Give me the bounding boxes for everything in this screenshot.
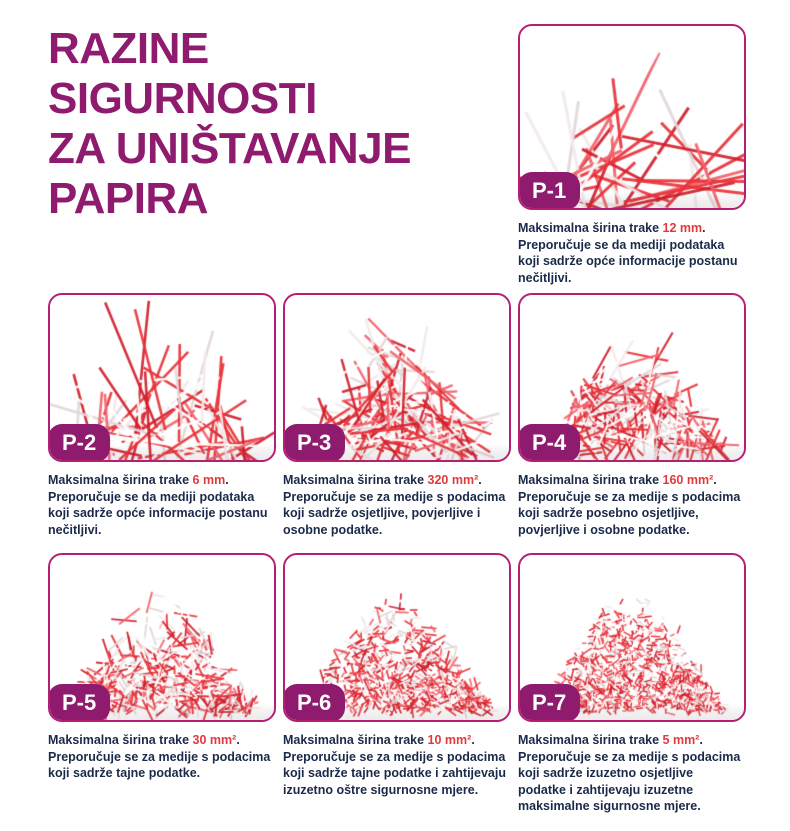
caption-p2-value: 6 mm xyxy=(192,473,226,487)
caption-p2-post: . Preporučuje se da mediji podataka koji sadrže opće informacije postanu nečitljivi. xyxy=(48,473,268,537)
security-level-card-p6 xyxy=(283,553,507,798)
caption-p3-value: 320 mm² xyxy=(427,473,479,487)
caption-p7-post: . Preporučuje se za medije s podacima koji sadrže izuzetno osjetljive podatke i zahtijevaju izuzetne maksimalne sigurnosne mjere. xyxy=(518,733,741,813)
caption-p1-value: 12 mm xyxy=(662,221,703,235)
security-level-card-p3 xyxy=(283,293,507,538)
shredded-paper-photo-p3 xyxy=(283,293,511,462)
title-line-1: RAZINE xyxy=(48,24,209,73)
caption-p5-pre: Maksimalna širina trake xyxy=(48,733,193,747)
caption-p6-post: . Preporučuje se za medije s podacima koji sadrže tajne podatke i zahtijevaju izuzetno oštre sigurnosne mjere. xyxy=(283,733,506,797)
security-level-card-p7 xyxy=(518,553,742,815)
shredded-paper-photo-p6 xyxy=(283,553,511,722)
caption-p5-value: 30 mm² xyxy=(192,733,237,747)
caption-p4 xyxy=(518,472,742,538)
caption-p6-value: 10 mm² xyxy=(427,733,472,747)
level-badge-p7: P-7 xyxy=(518,684,580,722)
title-line-4: PAPIRA xyxy=(48,174,208,223)
caption-p7 xyxy=(518,732,742,815)
caption-p7-value: 5 mm² xyxy=(662,733,700,747)
caption-p7-pre: Maksimalna širina trake xyxy=(518,733,663,747)
level-badge-p6: P-6 xyxy=(283,684,345,722)
security-level-card-p4 xyxy=(518,293,742,538)
caption-p5 xyxy=(48,732,272,782)
caption-p6-pre: Maksimalna širina trake xyxy=(283,733,428,747)
page-title xyxy=(48,24,518,224)
caption-p1-post: . Preporučuje se da mediji podataka koji sadrže opće informacije postanu nečitljivi. xyxy=(518,221,738,285)
caption-p4-value: 160 mm² xyxy=(662,473,714,487)
caption-p4-pre: Maksimalna širina trake xyxy=(518,473,663,487)
caption-p6 xyxy=(283,732,507,798)
level-badge-p2: P-2 xyxy=(48,424,110,462)
caption-p3-pre: Maksimalna širina trake xyxy=(283,473,428,487)
caption-p1 xyxy=(518,220,742,286)
title-line-3: ZA UNIŠTAVANJE xyxy=(48,124,411,173)
caption-p1-pre: Maksimalna širina trake xyxy=(518,221,663,235)
shredded-paper-photo-p5 xyxy=(48,553,276,722)
security-level-card-p5 xyxy=(48,553,272,782)
level-badge-p3: P-3 xyxy=(283,424,345,462)
security-level-card-p1 xyxy=(518,24,742,286)
caption-p2-pre: Maksimalna širina trake xyxy=(48,473,193,487)
level-badge-p4: P-4 xyxy=(518,424,580,462)
security-level-card-p2 xyxy=(48,293,272,538)
shredded-paper-photo-p1 xyxy=(518,24,746,210)
shredded-paper-photo-p7 xyxy=(518,553,746,722)
caption-p2 xyxy=(48,472,272,538)
level-badge-p5: P-5 xyxy=(48,684,110,722)
level-badge-p1: P-1 xyxy=(518,172,580,210)
title-line-2: SIGURNOSTI xyxy=(48,74,317,123)
shredded-paper-photo-p2 xyxy=(48,293,276,462)
caption-p4-post: . Preporučuje se za medije s podacima koji sadrže posebno osjetljive, povjerljive i osobne podatke. xyxy=(518,473,741,537)
caption-p3 xyxy=(283,472,507,538)
caption-p3-post: . Preporučuje se za medije s podacima koji sadrže osjetljive, povjerljive i osobne podatke. xyxy=(283,473,506,537)
caption-p5-post: . Preporučuje se za medije s podacima koji sadrže tajne podatke. xyxy=(48,733,271,780)
shredded-paper-photo-p4 xyxy=(518,293,746,462)
